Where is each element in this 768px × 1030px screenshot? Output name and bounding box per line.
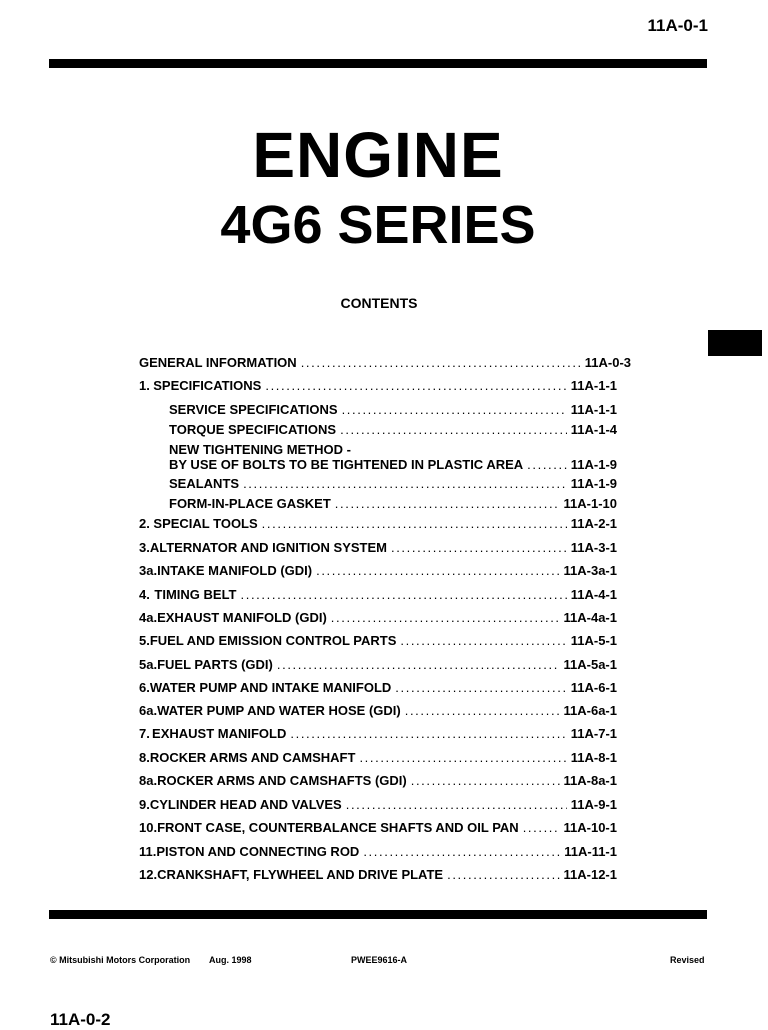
toc-entry bbox=[139, 563, 617, 578]
toc-entry-page: 11A-1-9 bbox=[570, 457, 617, 472]
toc-entry-title: SPECIFICATIONS bbox=[153, 378, 262, 393]
toc-entry-title: TIMING BELT bbox=[154, 587, 237, 602]
footer-status: Revised bbox=[670, 955, 705, 965]
toc-entry bbox=[139, 355, 631, 370]
toc-entry-title: ROCKER ARMS AND CAMSHAFTS (GDI) bbox=[157, 773, 407, 788]
toc-entry-title: SERVICE SPECIFICATIONS bbox=[169, 402, 338, 417]
toc-entry bbox=[139, 540, 617, 555]
toc-entry-title: FUEL PARTS (GDI) bbox=[157, 657, 273, 672]
toc-leader-dots bbox=[346, 797, 567, 812]
toc-entry-page: 11A-1-4 bbox=[570, 422, 617, 437]
contents-heading: CONTENTS bbox=[340, 295, 418, 311]
footer-copyright: © Mitsubishi Motors Corporation bbox=[50, 955, 191, 965]
toc-entry-title: EXHAUST MANIFOLD bbox=[152, 726, 287, 741]
next-page-number: 11A-0-2 bbox=[50, 1010, 111, 1029]
toc-entry-title: ALTERNATOR AND IGNITION SYSTEM bbox=[149, 540, 387, 555]
footer-date: Aug. 1998 bbox=[209, 955, 252, 965]
toc-entry-title: FUEL AND EMISSION CONTROL PARTS bbox=[149, 633, 397, 648]
toc-leader-dots bbox=[405, 703, 560, 718]
toc-entry-page: 11A-1-1 bbox=[570, 402, 617, 417]
toc-entry-number: 3a. bbox=[139, 563, 158, 578]
toc-entry bbox=[139, 680, 617, 695]
toc-entry-number: 4a. bbox=[139, 610, 158, 625]
toc-leader-dots bbox=[290, 726, 566, 741]
toc-entry-page: 11A-8a-1 bbox=[563, 773, 617, 788]
toc-entry-page: 11A-6a-1 bbox=[563, 703, 617, 718]
toc-entry bbox=[139, 820, 617, 835]
toc-entry-title: INTAKE MANIFOLD (GDI) bbox=[157, 563, 313, 578]
toc-entry-number: 9. bbox=[139, 797, 150, 812]
toc-leader-dots bbox=[342, 402, 567, 417]
toc-entry-page: 11A-8-1 bbox=[570, 750, 617, 765]
toc-leader-dots bbox=[331, 610, 560, 625]
toc-entry-page: 11A-3-1 bbox=[570, 540, 617, 555]
toc-entry-title: BY USE OF BOLTS TO BE TIGHTENED IN PLASTIC AREA bbox=[169, 457, 524, 472]
toc-entry bbox=[139, 378, 617, 393]
toc-entry-title: FRONT CASE, COUNTERBALANCE SHAFTS AND OIL PAN bbox=[157, 820, 519, 835]
toc-leader-dots bbox=[262, 516, 567, 531]
toc-entry-page: 11A-5-1 bbox=[570, 633, 617, 648]
toc-entry-title: NEW TIGHTENING METHOD - bbox=[169, 442, 351, 457]
toc-entry-title: TORQUE SPECIFICATIONS bbox=[169, 422, 337, 437]
toc-entry-page: 11A-5a-1 bbox=[563, 657, 617, 672]
toc-entry-number: 6a. bbox=[139, 703, 158, 718]
toc-entry-number: 12. bbox=[139, 867, 158, 882]
toc-entry-title: EXHAUST MANIFOLD (GDI) bbox=[157, 610, 327, 625]
toc-entry-number: 4. bbox=[139, 587, 150, 602]
toc-leader-dots bbox=[391, 540, 567, 555]
page-number: 11A-0-1 bbox=[647, 16, 708, 35]
toc-leader-dots bbox=[277, 657, 560, 672]
toc-entry-number: 5. bbox=[139, 633, 150, 648]
toc-entry-number: 3. bbox=[139, 540, 150, 555]
toc-entry bbox=[169, 422, 617, 437]
toc-entry-number: 2. bbox=[139, 516, 150, 531]
toc-entry-title: FORM-IN-PLACE GASKET bbox=[169, 496, 331, 511]
toc-entry-page: 11A-12-1 bbox=[563, 867, 617, 882]
toc-entry-page: 11A-7-1 bbox=[570, 726, 617, 741]
toc-entry bbox=[169, 402, 617, 417]
toc-leader-dots bbox=[363, 844, 560, 859]
toc-entry-page: 11A-2-1 bbox=[570, 516, 617, 531]
top-rule bbox=[49, 59, 707, 68]
toc-entry-title: SPECIAL TOOLS bbox=[153, 516, 258, 531]
toc-entry bbox=[139, 587, 617, 602]
toc-entry-title: ROCKER ARMS AND CAMSHAFT bbox=[149, 750, 356, 765]
toc-leader-dots bbox=[447, 867, 559, 882]
toc-entry-title: WATER PUMP AND WATER HOSE (GDI) bbox=[157, 703, 401, 718]
footer-pub-code: PWEE9616-A bbox=[351, 955, 408, 965]
toc-entry-number: 6. bbox=[139, 680, 150, 695]
bottom-rule bbox=[49, 910, 707, 919]
section-tab bbox=[708, 330, 762, 356]
page-subtitle: 4G6 SERIES bbox=[220, 195, 536, 255]
toc-entry-number: 1. bbox=[139, 378, 150, 393]
toc-entry-page: 11A-10-1 bbox=[563, 820, 617, 835]
toc-entry bbox=[139, 844, 617, 859]
toc-leader-dots bbox=[243, 476, 567, 491]
toc-leader-dots bbox=[523, 820, 560, 835]
toc-entry bbox=[139, 657, 617, 672]
toc-entry-title: PISTON AND CONNECTING ROD bbox=[156, 844, 360, 859]
toc-leader-dots bbox=[411, 773, 560, 788]
toc-entry-title: GENERAL INFORMATION bbox=[139, 355, 297, 370]
toc-entry-title: CYLINDER HEAD AND VALVES bbox=[149, 797, 342, 812]
toc-entry bbox=[169, 476, 617, 491]
toc-entry-number: 7. bbox=[139, 726, 150, 741]
toc-leader-dots bbox=[527, 457, 567, 472]
toc-leader-dots bbox=[241, 587, 567, 602]
toc-entry-number: 8. bbox=[139, 750, 150, 765]
toc-entry bbox=[139, 797, 617, 812]
toc-leader-dots bbox=[340, 422, 567, 437]
toc-entry-page: 11A-4a-1 bbox=[563, 610, 617, 625]
toc-entry-number: 11. bbox=[139, 844, 157, 859]
toc-leader-dots bbox=[316, 563, 559, 578]
toc-entry bbox=[169, 457, 617, 472]
toc-entry-page: 11A-0-3 bbox=[584, 355, 631, 370]
toc-entry bbox=[139, 726, 617, 741]
toc-entry-page: 11A-11-1 bbox=[564, 844, 617, 859]
toc-entry-page: 11A-1-1 bbox=[570, 378, 617, 393]
toc-entry-number: 10. bbox=[139, 820, 158, 835]
toc-entry-page: 11A-6-1 bbox=[570, 680, 617, 695]
toc-entry bbox=[139, 703, 617, 718]
toc-entry-title: CRANKSHAFT, FLYWHEEL AND DRIVE PLATE bbox=[157, 867, 444, 882]
toc-entry bbox=[139, 633, 617, 648]
toc-leader-dots bbox=[400, 633, 566, 648]
toc-entry bbox=[139, 773, 617, 788]
toc-entry-page: 11A-1-9 bbox=[570, 476, 617, 491]
toc-entry-number: 8a. bbox=[139, 773, 158, 788]
toc-leader-dots bbox=[335, 496, 560, 511]
toc-entry-number: 5a. bbox=[139, 657, 158, 672]
toc-leader-dots bbox=[265, 378, 566, 393]
toc-entry bbox=[169, 496, 617, 511]
toc-entry-page: 11A-1-10 bbox=[563, 496, 617, 511]
toc-leader-dots bbox=[395, 680, 566, 695]
toc-entry-page: 11A-3a-1 bbox=[563, 563, 617, 578]
toc-entry-page: 11A-4-1 bbox=[570, 587, 617, 602]
page-title: ENGINE bbox=[252, 119, 504, 191]
toc-entry bbox=[139, 867, 617, 882]
toc-leader-dots bbox=[301, 355, 581, 370]
toc-leader-dots bbox=[359, 750, 566, 765]
toc-entry-title: WATER PUMP AND INTAKE MANIFOLD bbox=[149, 680, 392, 695]
toc-entry-page: 11A-9-1 bbox=[570, 797, 617, 812]
toc-entry bbox=[139, 516, 617, 531]
toc-entry bbox=[139, 750, 617, 765]
toc-entry bbox=[139, 610, 617, 625]
toc-entry-title: SEALANTS bbox=[169, 476, 240, 491]
